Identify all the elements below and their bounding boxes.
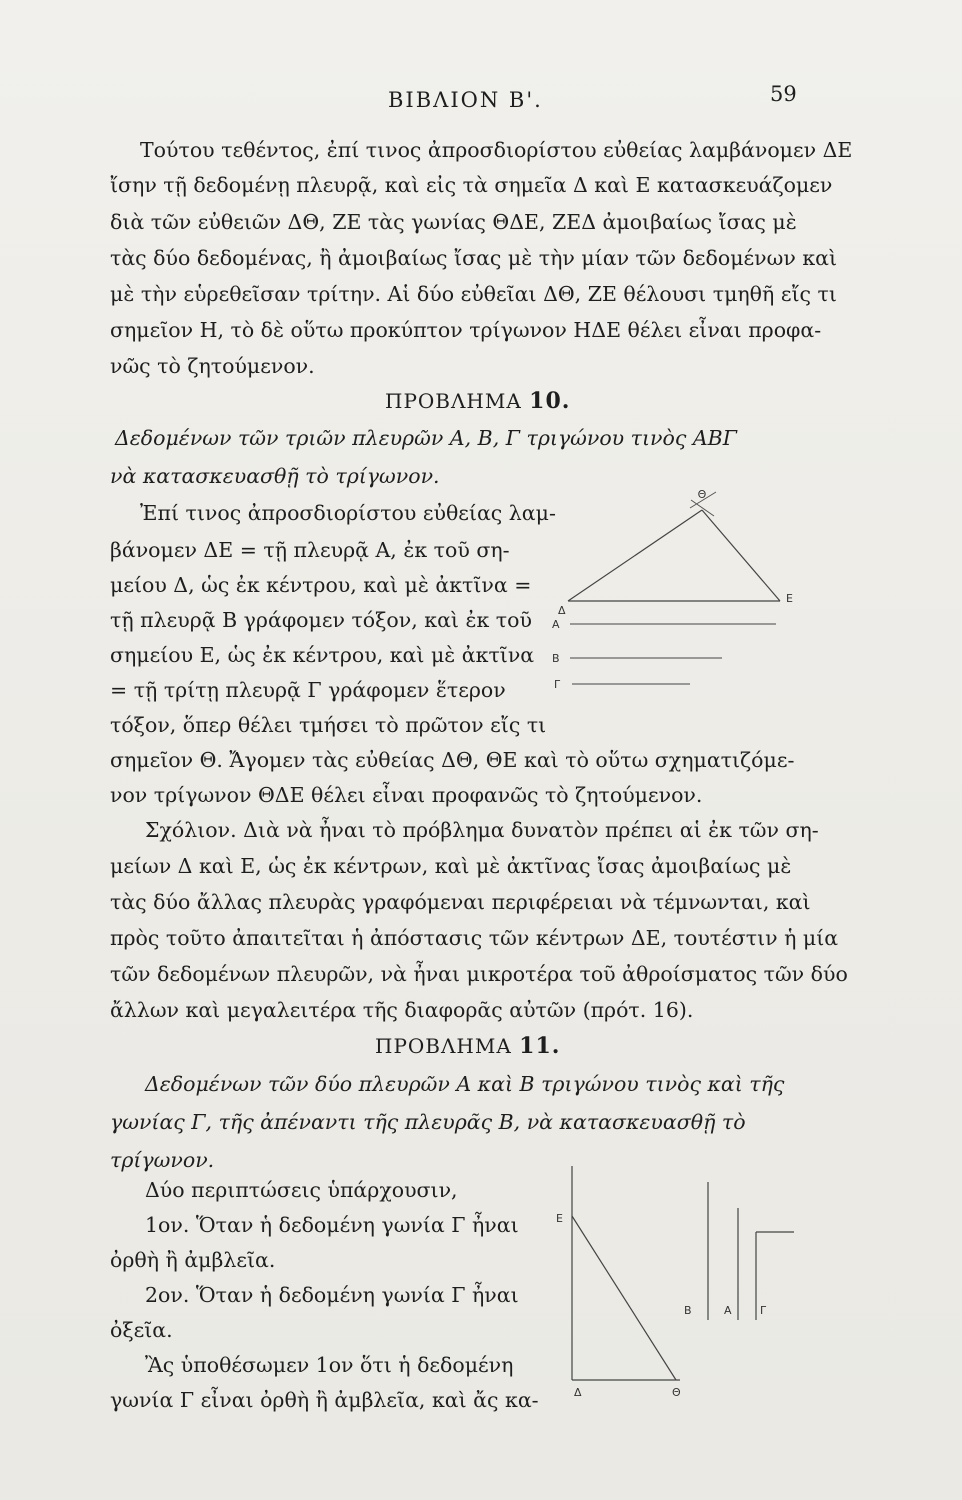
- arc-mark-right: [691, 500, 714, 516]
- text-line: Τούτου τεθέντος, ἐπί τινος ἀπροσδιορίστου εὐθείας λαμβάνομεν ΔΕ: [140, 138, 853, 162]
- running-head-title: ΒΙΒΛΙΟΝ Β'.: [388, 88, 543, 112]
- heading-label: ΠΡΟΒΛΗΜΑ: [385, 389, 522, 413]
- label-delta: Δ: [558, 604, 566, 617]
- text-line: τὰς δύο δεδομένας, ἢ ἀμοιβαίως ἴσας μὲ τὴν μίαν τῶν δεδομένων καὶ: [110, 246, 838, 270]
- text-line: βάνομεν ΔΕ = τῇ πλευρᾷ Α, ἐκ τοῦ ση-: [110, 538, 510, 562]
- text-line: νον τρίγωνον ΘΔΕ θέλει εἶναι προφανῶς τὸ ζητούμενον.: [110, 783, 703, 807]
- label-delta: Δ: [574, 1386, 582, 1399]
- label-a: A: [552, 618, 560, 631]
- problem-10-heading: [385, 388, 570, 414]
- scholium-line: πρὸς τοῦτο ἀπαιτεῖται ἡ ἀπόστασις τῶν κέντρων ΔΕ, τουτέστιν ἡ μία: [110, 926, 839, 950]
- label-e: E: [786, 592, 793, 605]
- label-e: E: [556, 1212, 563, 1225]
- label-g: Γ: [760, 1304, 767, 1317]
- problem-statement-line: Δεδομένων τῶν τριῶν πλευρῶν Α, Β, Γ τριγώνου τινὸς ΑΒΓ: [115, 426, 737, 450]
- scholium-line: ἄλλων καὶ μεγαλειτέρα τῆς διαφορᾶς αὐτῶν (πρότ. 16).: [110, 998, 694, 1022]
- text-line: μὲ τὴν εὑρεθεῖσαν τρίτην. Αἱ δύο εὐθεῖαι ΔΘ, ΖΕ θέλουσι τμηθῆ εἴς τι: [110, 282, 837, 306]
- label-theta: Θ: [697, 488, 707, 501]
- heading-number: 10.: [529, 388, 571, 414]
- text-line: διὰ τῶν εὐθειῶν ΔΘ, ΖΕ τὰς γωνίας ΘΔΕ, ΖΕΔ ἀμοιβαίως ἴσας μὲ: [110, 210, 797, 234]
- scholium-line: τῶν δεδομένων πλευρῶν, νὰ ἦναι μικροτέρα τοῦ ἀθροίσματος τῶν δύο: [110, 962, 848, 986]
- heading-label: ΠΡΟΒΛΗΜΑ: [375, 1034, 512, 1058]
- heading-number: 11.: [519, 1033, 561, 1059]
- text-line: 1ον. Ὅταν ἡ δεδομένη γωνία Γ ἦναι: [145, 1213, 519, 1237]
- text-line: Δύο περιπτώσεις ὑπάρχουσιν,: [145, 1178, 458, 1202]
- text-line: σημείου Ε, ὡς ἐκ κέντρου, καὶ μὲ ἀκτῖνα: [110, 643, 535, 667]
- text-line: μείου Δ, ὡς ἐκ κέντρου, καὶ μὲ ἀκτῖνα =: [110, 573, 532, 597]
- text-line: Ἂς ὑποθέσωμεν 1ον ὅτι ἡ δεδομένη: [145, 1353, 514, 1377]
- label-b: B: [552, 652, 560, 665]
- text-line: σημεῖον Θ. Ἄγομεν τὰς εὐθείας ΔΘ, ΘΕ καὶ τὸ οὕτω σχηματιζόμε-: [110, 748, 795, 772]
- text-line: = τῇ τρίτῃ πλευρᾷ Γ γράφομεν ἕτερον: [110, 678, 506, 702]
- hypotenuse-line: [572, 1216, 676, 1380]
- problem-11-figure: [548, 1148, 828, 1398]
- triangle-side-right: [702, 510, 780, 601]
- text-line: νῶς τὸ ζητούμενον.: [110, 354, 315, 378]
- problem-10-figure: [540, 478, 820, 710]
- scholium-line: Σχόλιον. Διὰ νὰ ἦναι τὸ πρόβλημα δυνατὸν πρέπει αἱ ἐκ τῶν ση-: [145, 818, 819, 842]
- text-line: τόξον, ὅπερ θέλει τμήσει τὸ πρῶτον εἴς τι: [110, 713, 547, 737]
- problem-statement-line: νὰ κατασκευασθῇ τὸ τρίγωνον.: [110, 464, 440, 488]
- text-line: ὀξεῖα.: [110, 1318, 173, 1342]
- label-g: Γ: [554, 678, 561, 691]
- text-line: γωνία Γ εἶναι ὀρθὴ ἢ ἀμβλεῖα, καὶ ἄς κα-: [110, 1388, 539, 1412]
- page-number: 59: [770, 82, 797, 106]
- text-line: τῇ πλευρᾷ Β γράφομεν τόξον, καὶ ἐκ τοῦ: [110, 608, 532, 632]
- problem-statement-line: τρίγωνον.: [110, 1148, 215, 1172]
- text-line: ὀρθὴ ἢ ἀμβλεῖα.: [110, 1248, 276, 1272]
- running-head: [0, 82, 962, 118]
- problem-statement-line: γωνίας Γ, τῆς ἀπέναντι τῆς πλευρᾶς Β, νὰ κατασκευασθῇ τὸ: [110, 1110, 746, 1134]
- label-a: A: [724, 1304, 732, 1317]
- text-line: σημεῖον Η, τὸ δὲ οὕτω προκύπτον τρίγωνον ΗΔΕ θέλει εἶναι προφα-: [110, 318, 822, 342]
- text-line: 2ον. Ὅταν ἡ δεδομένη γωνία Γ ἦναι: [145, 1283, 519, 1307]
- problem-11-heading: [375, 1033, 560, 1059]
- text-line: Ἐπί τινος ἀπροσδιορίστου εὐθείας λαμ-: [140, 501, 556, 525]
- text-line: ἴσην τῇ δεδομένῃ πλευρᾷ, καὶ εἰς τὰ σημεῖα Δ καὶ Ε κατασκευάζομεν: [110, 173, 833, 197]
- scholium-line: τὰς δύο ἄλλας πλευρὰς γραφόμεναι περιφέρειαι νὰ τέμνωνται, καὶ: [110, 890, 811, 914]
- problem-statement-line: Δεδομένων τῶν δύο πλευρῶν Α καὶ Β τριγώνου τινὸς καὶ τῆς: [145, 1072, 785, 1096]
- label-b: B: [684, 1304, 692, 1317]
- scholium-line: μείων Δ καὶ Ε, ὡς ἐκ κέντρων, καὶ μὲ ἀκτῖνας ἴσας ἀμοιβαίως μὲ: [110, 854, 792, 878]
- triangle-side-left: [568, 510, 702, 601]
- label-theta: Θ: [672, 1386, 681, 1399]
